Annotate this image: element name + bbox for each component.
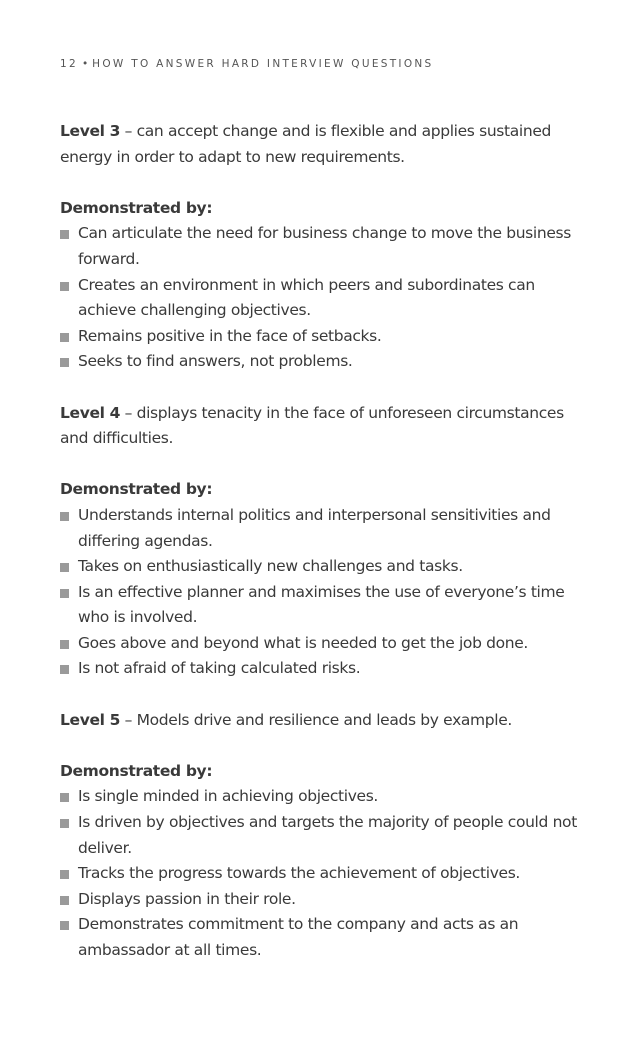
list-item (60, 554, 580, 580)
list-item (60, 349, 580, 375)
square-bullet-icon (60, 640, 69, 649)
list-item-text: Is not afraid of taking calculated risks. (78, 659, 361, 678)
level-3-list (60, 221, 580, 375)
list-item (60, 887, 580, 913)
list-item (60, 784, 580, 810)
level-5-list (60, 784, 580, 963)
list-item-text: Is driven by objectives and targets the majority of people could not deliver. (78, 813, 577, 857)
list-item (60, 810, 580, 861)
list-item (60, 580, 580, 631)
book-title: HOW TO ANSWER HARD INTERVIEW QUESTIONS (92, 58, 434, 70)
level-5-demonstrated-title: Demonstrated by: (60, 761, 213, 780)
level-5-description (60, 708, 580, 734)
level-3-description (60, 119, 580, 170)
list-item-text: Demonstrates commitment to the company and acts as an ambassador at all times. (78, 915, 519, 959)
square-bullet-icon (60, 793, 69, 802)
list-item-text: Tracks the progress towards the achievement of objectives. (78, 864, 521, 883)
list-item (60, 912, 580, 963)
header-separator: • (81, 58, 89, 70)
level-4-description (60, 401, 580, 452)
list-item (60, 324, 580, 350)
level-4-label: Level 4 (60, 403, 121, 422)
level-4-section (60, 401, 580, 683)
list-item-text: Can articulate the need for business change to move the business forward. (78, 224, 571, 268)
page-number: 12 (60, 58, 78, 70)
list-item (60, 656, 580, 682)
square-bullet-icon (60, 896, 69, 905)
list-item-text: Takes on enthusiastically new challenges and tasks. (78, 557, 463, 576)
level-3-label: Level 3 (60, 122, 121, 140)
square-bullet-icon (60, 563, 69, 572)
square-bullet-icon (60, 870, 69, 879)
list-item (60, 631, 580, 657)
list-item (60, 503, 580, 554)
running-head (60, 58, 434, 70)
square-bullet-icon (60, 230, 69, 239)
level-4-demonstrated-title: Demonstrated by: (60, 480, 213, 499)
square-bullet-icon (60, 819, 69, 828)
list-item-text: Goes above and beyond what is needed to get the job done. (78, 633, 528, 652)
level-5-section (60, 708, 580, 964)
level-4-list (60, 503, 580, 682)
level-3-section (60, 119, 580, 375)
list-item (60, 221, 580, 272)
square-bullet-icon (60, 665, 69, 674)
square-bullet-icon (60, 589, 69, 598)
square-bullet-icon (60, 921, 69, 930)
list-item-text: Remains positive in the face of setbacks. (78, 326, 382, 345)
level-3-demonstrated-title: Demonstrated by: (60, 198, 213, 217)
list-item (60, 273, 580, 324)
list-item-text: Understands internal politics and interpersonal sensitivities and differing agendas. (78, 505, 551, 550)
square-bullet-icon (60, 333, 69, 342)
list-item (60, 861, 580, 887)
level-5-text: – Models drive and resilience and leads by example. (120, 710, 513, 729)
level-4-text: – displays tenacity in the face of unforeseen circumstances and difficulties. (60, 403, 564, 448)
list-item-text: Is single minded in achieving objectives. (78, 787, 379, 806)
list-item-text: Is an effective planner and maximises the use of everyone’s time who is involved. (78, 582, 565, 627)
list-item-text: Displays passion in their role. (78, 889, 296, 908)
square-bullet-icon (60, 512, 69, 521)
level-3-text: – can accept change and is flexible and applies sustained energy in order to adapt to new requirements. (60, 122, 552, 166)
page-content (60, 119, 580, 989)
list-item-text: Seeks to find answers, not problems. (78, 352, 353, 371)
square-bullet-icon (60, 282, 69, 291)
list-item-text: Creates an environment in which peers and subordinates can achieve challenging objectives. (78, 275, 535, 320)
square-bullet-icon (60, 358, 69, 367)
level-5-label: Level 5 (60, 710, 121, 729)
